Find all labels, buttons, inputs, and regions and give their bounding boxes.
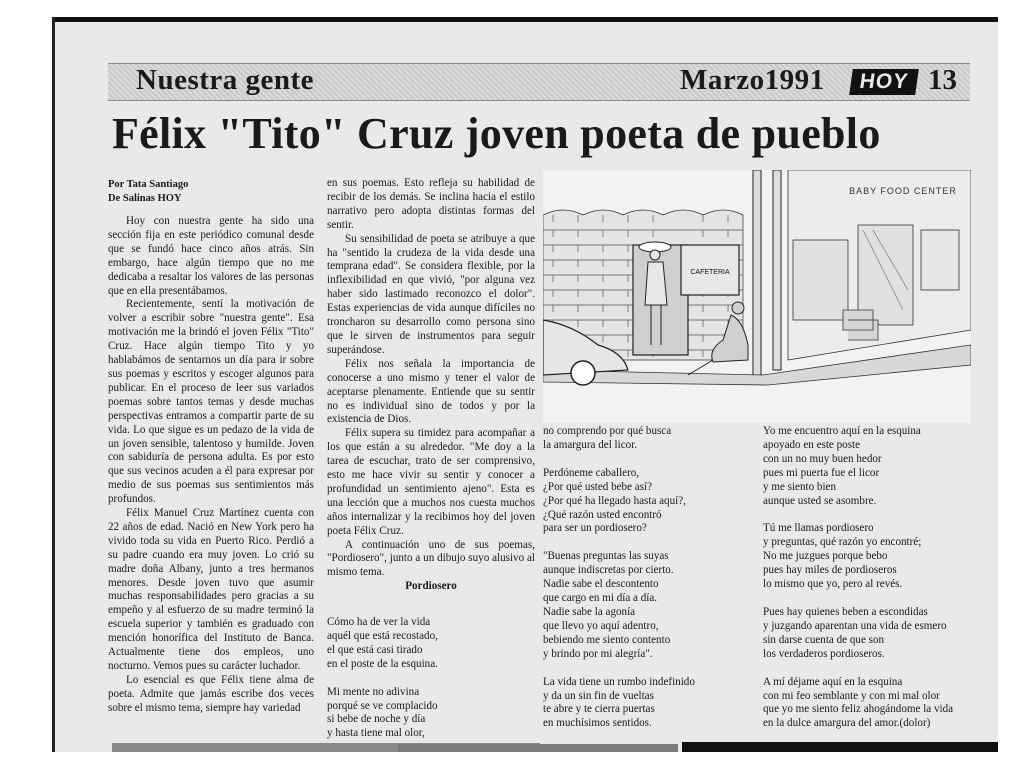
street-illustration <box>543 170 971 423</box>
poem-line: y juzgando aparentan una vida de esmero <box>763 619 947 632</box>
poem-line: Mi mente no adivina <box>327 685 420 698</box>
issue-date: Marzo1991 <box>680 64 825 96</box>
poem-line: pues hay miles de pordioseros <box>763 564 897 577</box>
poem-line: ¿Qué razón usted encontró <box>543 508 662 521</box>
poem-line: para ser un pordiosero? <box>543 522 647 535</box>
poem-stanza <box>327 686 535 742</box>
hoy-logo: HOY <box>849 69 919 95</box>
poem-line: Cómo ha de ver la vida <box>327 616 431 628</box>
paragraph: Félix nos señala la importancia de conocerse a uno mismo y tener el valor de aceptarse plenamente. Entiende que su sentir no es individual sino de todos y por la existencia de Dios. <box>327 357 535 426</box>
poem-line: con un no muy buen hedor <box>763 452 882 465</box>
poem-line: los verdaderos pordioseros. <box>763 647 885 660</box>
bottom-black-bar <box>682 742 998 752</box>
poem-line: bebiendo me siento contento <box>543 633 671 646</box>
poem-line: Pues hay quienes beben a escondidas <box>763 605 928 618</box>
paragraph: Recientemente, sentí la motivación de volver a escribir sobre "nuestra gente". Esa motivación me la brindó el joven Félix "Tito" Cruz. Hace algún tiempo Tito y yo hablabámos de sentarnos un día para ir sobre sus poemas y escritos y escoger algunos para publicar. En el proceso de leer sus variados poemas sobre tantos temas y desde muchas perspectivas entramos a compartir parte de su vida. Lo que sigue es un pedazo de la vida de un joven sensible, talentoso y humilde. Joven con sabiduría de persona adulta. Es por esto que sus vecinos acuden a él para expresar por medio de sus poemas sus sentimientos más profundos. <box>108 298 314 506</box>
poem-line: Nadie sabe la agonía <box>543 605 636 618</box>
car-wheel <box>571 361 595 385</box>
poem-line: Yo me encuentro aquí en la esquina <box>763 425 921 437</box>
poem-line: y hasta tiene mal olor, <box>327 727 425 740</box>
poem-stanza <box>543 425 748 453</box>
poem-line: Tú me llamas pordiosero <box>763 522 874 535</box>
paragraph: Su sensibilidad de poeta se atribuye a que ha "sentido la crudeza de la vida desde una temprana edad". Se considera flexible, por la inflexibilidad en que vivió, "por alguna vez haber sido lastimado reconozco el dolor". Estas experiencias de vida aunque difíciles no troncharon su desarrollo como persona sino que le sirven de instrumentos para seguir superándose. <box>327 232 535 356</box>
poem-stanza <box>763 606 978 662</box>
poem-line: Nadie sabe el descontento <box>543 578 659 591</box>
poem-line: te abre y te cierra puertas <box>543 703 655 716</box>
page-number: 13 <box>928 64 957 96</box>
poem-stanza <box>763 676 978 732</box>
poem-line: y me siento bien <box>763 480 837 493</box>
poem-line: aquél que está recostado, <box>327 629 438 642</box>
poem-stanza <box>543 676 748 732</box>
poem-line: la amargura del licor. <box>543 438 638 451</box>
poem-line: si bebe de noche y día <box>327 713 426 726</box>
poem-line: no comprendo por qué busca <box>543 425 672 437</box>
byline-origin: De Salinas HOY <box>108 192 182 204</box>
poem-line: sin darse cuenta de que son <box>763 633 885 646</box>
poem-line: porqué se ve complacido <box>327 699 438 712</box>
poem-line: en muchísimos sentidos. <box>543 717 652 730</box>
poem-column-2 <box>327 616 535 755</box>
poem-line: que yo me siento feliz ahogándome la vida <box>763 703 954 716</box>
poem-line: aunque indiscretas por cierto. <box>543 564 674 577</box>
poem-line: aunque usted se asombre. <box>763 494 877 507</box>
poem-line: No me juzgues porque bebo <box>763 550 888 563</box>
poem-line: en la dulce amargura del amor.(dolor) <box>763 717 931 730</box>
poem-line: La vida tiene un rumbo indefinido <box>543 675 695 688</box>
paragraph: Félix supera su timidez para acompañar a los que están a su alrededor. "Me doy a la tarea de escuchar, trato de ser comprensivo, esto me hace vivir su sentir y conocer a profundidad un sentimiento ajeno". Esta es una lección que a muchos nos cuesta muchos años internalizar y la recibimos hoy del joven poeta Félix Cruz. <box>327 427 535 537</box>
poem-line: "Buenas preguntas las suyas <box>543 550 669 563</box>
poem-stanza <box>763 522 978 592</box>
poem-line: en el poste de la esquina. <box>327 657 438 670</box>
store-building <box>788 170 971 360</box>
poem-title: Pordiosero <box>405 580 457 593</box>
article-headline: Félix "Tito" Cruz joven poeta de pueblo <box>112 109 881 158</box>
cafeteria-sign: CAFETERIA <box>690 269 730 276</box>
street-pole <box>753 170 761 375</box>
byline-author: Por Tata Santiago <box>108 179 189 190</box>
pordiosero-drawing <box>543 170 971 423</box>
poem-stanza <box>543 467 748 537</box>
poem-line: Perdóneme caballero, <box>543 466 640 479</box>
store-sign: BABY FOOD CENTER <box>849 186 957 196</box>
poem-line: lo mismo que yo, pero al revés. <box>763 578 903 591</box>
paragraph: Lo esencial es que Félix tiene alma de poeta. Admite que jamás escribe dos veces sobre el mismo tema, siempre hay variedad <box>108 673 314 714</box>
article-column-1 <box>108 178 314 716</box>
poem-column-4 <box>763 425 978 745</box>
poem-line: pues mi puerta fue el licor <box>763 466 880 479</box>
poem-stanza <box>763 425 978 508</box>
poem-stanza <box>327 616 535 672</box>
paragraph: en sus poemas. Esto refleja su habilidad de recibir de los demás. Se inclina hacia el estilo narrativo pero adopta distintas formas del sentir. <box>327 177 535 231</box>
poem-line: A mí déjame aquí en la esquina <box>763 675 903 688</box>
poem-line: con mi feo semblante y con mi mal olor <box>763 689 940 702</box>
byline <box>108 178 314 205</box>
section-title: Nuestra gente <box>136 64 315 96</box>
bottom-headline-strip <box>398 744 678 752</box>
poem-line: y brindo por mi alegría". <box>543 647 653 660</box>
street-pole-2 <box>773 170 781 370</box>
paragraph: Hoy con nuestra gente ha sido una sección fija en este periódico comunal desde que se fundó hace cinco años atrás. Sin embargo, hace algún tiempo que no me dedicaba a resaltar los valores de las personas que en ella presentábamos. <box>108 215 314 297</box>
paragraph: Félix Manuel Cruz Martínez cuenta con 22 años de edad. Nació en New York pero ha vivido toda su vida en Puerto Rico. Perdió a su padre cuando era muy joven. Lo crió su madre doña Albany, junto a tres hermanos menores. Desde joven tuvo que asumir muchas responsabilidades pero gracias a su empeño y al esfuerzo de su madre terminó la escuela superior y también es graduado con mención honorífica del Instituto de Banca. Actualmente tiene dos empleos, uno nocturno. Vemos pues su carácter luchador. <box>108 507 314 672</box>
poem-line: el que está casi tirado <box>327 643 423 656</box>
poem-line: ¿Por qué usted bebe así? <box>543 480 653 493</box>
poem-line: que llevo yo aquí adentro, <box>543 619 659 632</box>
poem-line: y da un sin fin de vueltas <box>543 689 654 702</box>
article-column-2 <box>327 177 535 594</box>
poem-line: ¿Por qué ha llegado hasta aquí?, <box>543 494 686 507</box>
poem-column-3 <box>543 425 748 745</box>
poem-line: que cargo en mi día a día. <box>543 592 658 605</box>
paragraph: A continuación uno de sus poemas, "Pordiosero", junto a un dibujo suyo alusivo al mismo tema. <box>327 538 535 579</box>
poem-line: y preguntas, qué razón yo encontré; <box>763 536 922 549</box>
poem-stanza <box>543 550 748 661</box>
poem-line: apoyado en este poste <box>763 438 861 451</box>
